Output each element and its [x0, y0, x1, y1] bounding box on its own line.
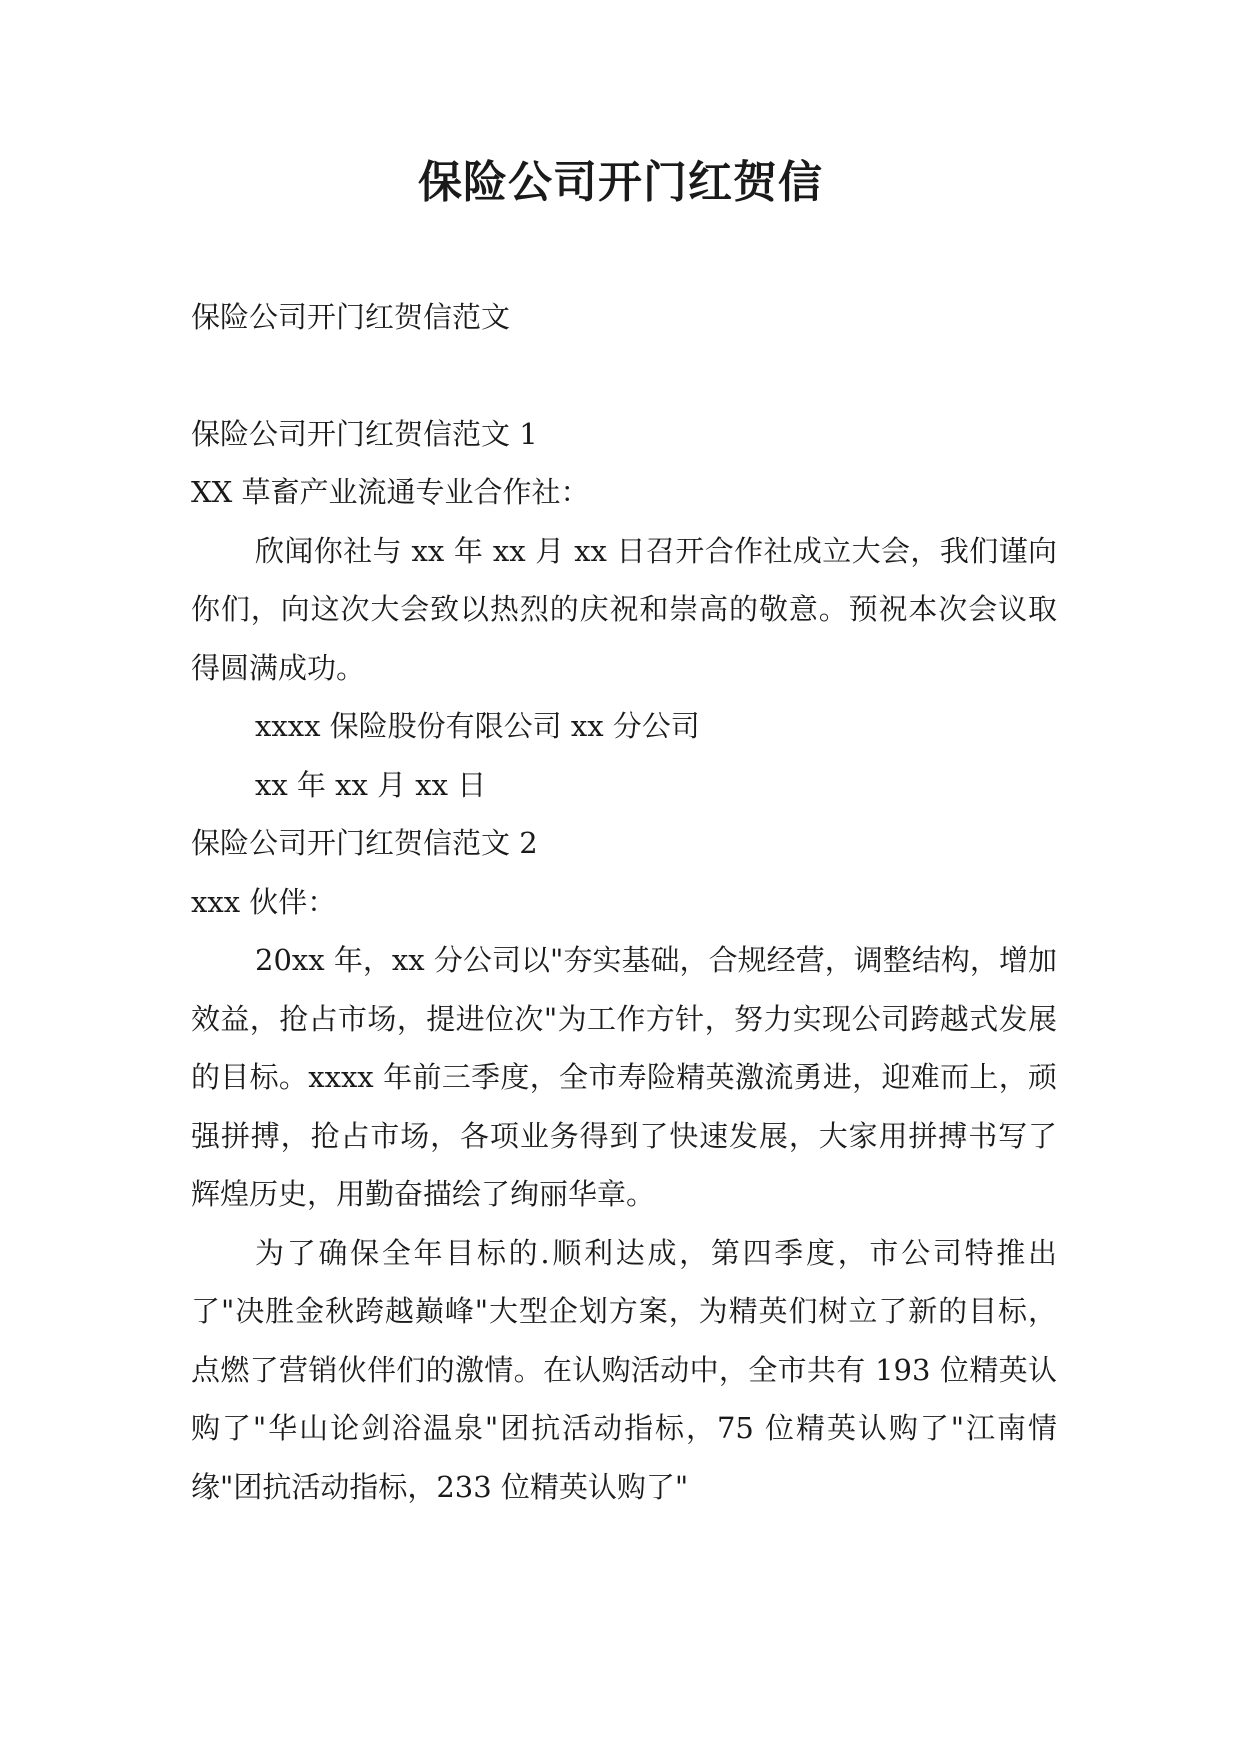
section-1-date: xx 年 xx 月 xx 日	[255, 767, 487, 802]
section-2-paragraph-2: 为了确保全年目标的.顺利达成，第四季度，市公司特推出了"决胜金秋跨越巅峰"大型企划方案，为精英们树立了新的目标，点燃了营销伙伴们的激情。在认购活动中，全市共有 193 位精英认购了"华山论剑浴温泉"团抗活动指标，75 位精英认购了"江南情缘"团抗活动指标，233 位精英认购了"	[191, 1235, 1057, 1504]
document-body	[191, 288, 1057, 1516]
section-1-signature: xxxx 保险股份有限公司 xx 分公司	[255, 709, 700, 743]
document-title: 保险公司开门红贺信	[418, 157, 823, 208]
section-2-paragraph-1: 20xx 年，xx 分公司以"夯实基础，合规经营，调整结构，增加效益，抢占市场，提进位次"为工作方针，努力实现公司跨越式发展的目标。xxxx 年前三季度，全市寿险精英激流勇进，迎难而上，顽强拼搏，抢占市场，各项业务得到了快速发展，大家用拼搏书写了辉煌历史，用勤奋描绘了绚丽华章。	[191, 943, 1057, 1211]
section-2-heading: 保险公司开门红贺信范文 2	[191, 826, 538, 860]
section-1-heading: 保险公司开门红贺信范文 1	[191, 416, 538, 451]
section-2-salutation: xxx 伙伴：	[191, 884, 337, 919]
section-1-salutation: XX 草畜产业流通专业合作社：	[191, 475, 590, 509]
document-subtitle: 保险公司开门红贺信范文	[191, 300, 511, 334]
section-1-paragraph: 欣闻你社与 xx 年 xx 月 xx 日召开合作社成立大会，我们谨向你们，向这次大会致以热烈的庆祝和崇高的敬意。预祝本次会议取得圆满成功。	[191, 533, 1057, 685]
